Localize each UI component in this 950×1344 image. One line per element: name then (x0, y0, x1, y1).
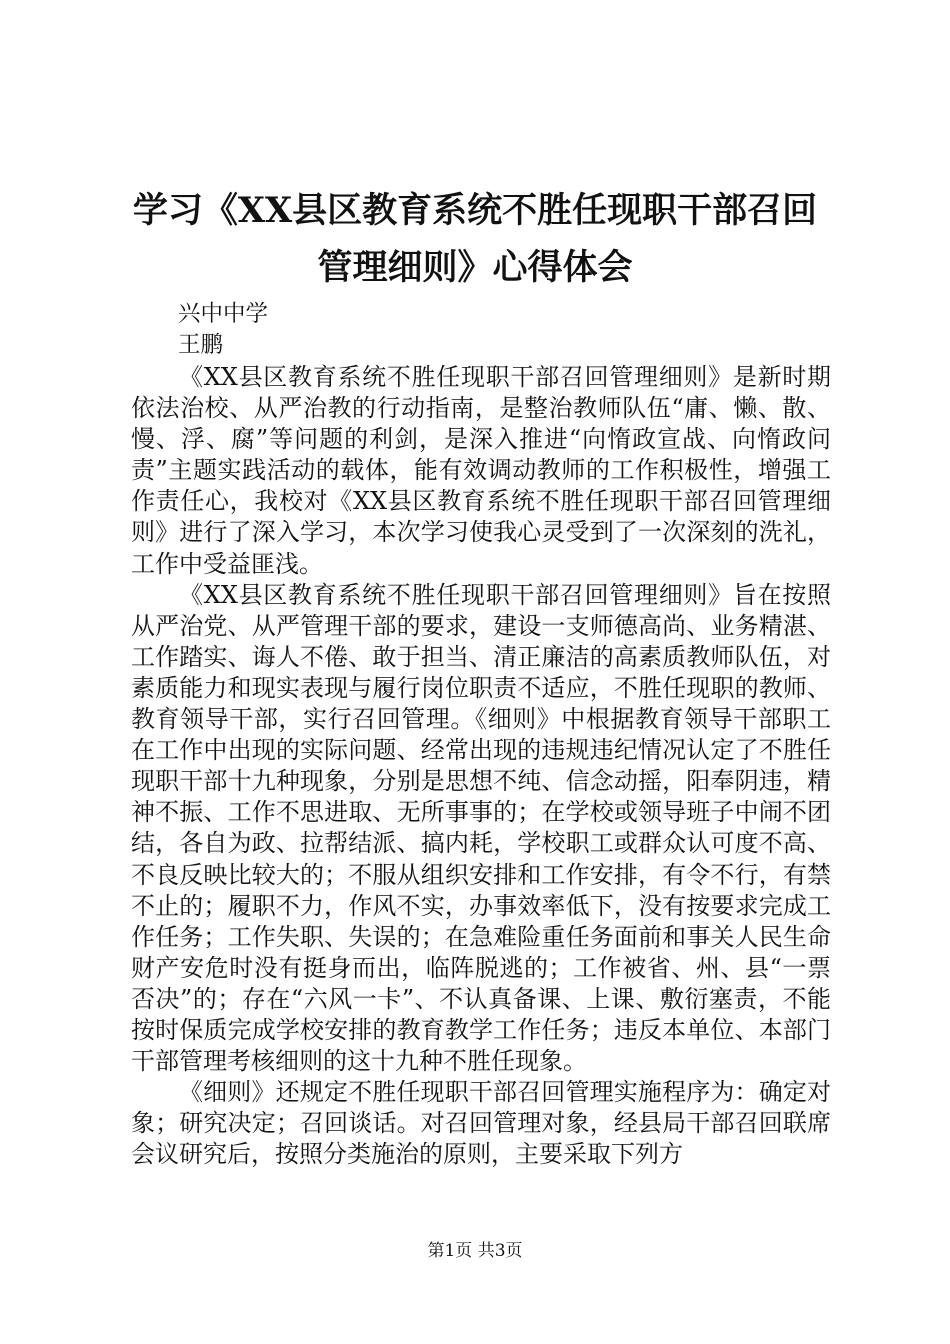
author-name: 王鹏 (178, 332, 224, 358)
page-number-footer: 第1页 共3页 (427, 1241, 523, 1261)
document-title-line-2: 管理细则》心得体会 (317, 247, 633, 288)
paragraph-3: 《细则》还规定不胜任现职干部召回管理实施程序为：确定对象；研究决定；召回谈话。对召回管理对象，经县局干部召回联席会议研究后，按照分类施治的原则，主要采取下列方 (131, 1078, 831, 1169)
document-title-line-1: 学习《XX县区教育系统不胜任现职干部召回 (132, 190, 818, 231)
author-school: 兴中中学 (178, 301, 269, 327)
paragraph-2: 《XX县区教育系统不胜任现职干部召回管理细则》旨在按照从严治党、从严管理干部的要求，建设一支师德高尚、业务精湛、工作踏实、诲人不倦、敢于担当、清正廉洁的高素质教师队伍，对素质能力和现实表现与履行岗位职责不适应，不胜任现职的教师、教育领导干部，实行召回管理。《细则》中根据教育领导干部职工在工作中出现的实际问题、经常出现的违规违纪情况认定了不胜任现职干部十九种现象，分别是思想不纯、信念动摇，阳奉阴违，精神不振、工作不思进取、无所事事的；在学校或领导班子中闹不团结，各自为政、拉帮结派、搞内耗，学校职工或群众认可度不高、不良反映比较大的；不服从组织安排和工作安排，有令不行，有禁不止的；履职不力，作风不实，办事效率低下，没有按要求完成工作任务；工作失职、失误的；在急难险重任务面前和事关人民生命财产安危时没有挺身而出，临阵脱逃的；工作被省、州、县“一票否决”的；存在“六风一卡”、不认真备课、上课、敷衍塞责，不能按时保质完成学校安排的教育教学工作任务；违反本单位、本部门干部管理考核细则的这十九种不胜任现象。 (131, 580, 831, 1076)
paragraph-1: 《XX县区教育系统不胜任现职干部召回管理细则》是新时期依法治校、从严治教的行动指南，是整治教师队伍“庸、懒、散、慢、浮、腐”等问题的利剑，是深入推进“向惰政宣战、向惰政问责”主题实践活动的载体，能有效调动教师的工作积极性，增强工作责任心，我校对《XX县区教育系统不胜任现职干部召回管理细则》进行了深入学习，本次学习使我心灵受到了一次深刻的洗礼，工作中受益匪浅。 (131, 363, 831, 578)
document-body (131, 362, 831, 1170)
